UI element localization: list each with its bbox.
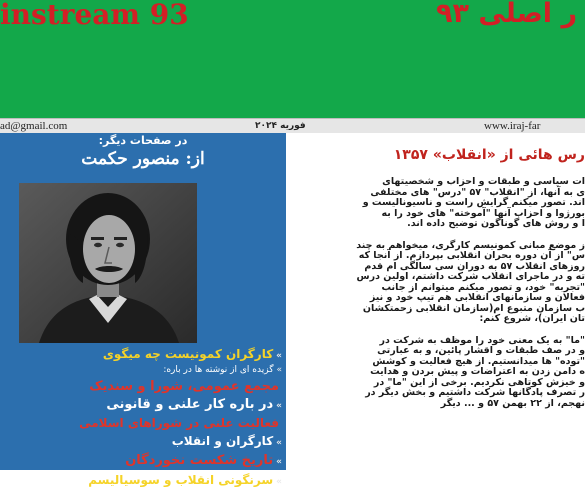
sidebar-link-communist-workers[interactable] — [0, 344, 286, 364]
article-line: تان ایران)، شروع کنم: — [479, 313, 585, 324]
masthead-title-en: instream 93 — [0, 0, 189, 31]
sidebar-link-history-undefeated[interactable] — [0, 451, 286, 471]
article-line: اند. تصور میکنم گرایش راست و ناسیونالیست و — [362, 197, 585, 208]
issue-date: فوریه ۲۰۲۴ — [255, 121, 306, 131]
article-line: و در صف طبقات و اقشار پائین، و به عبارتی — [377, 345, 585, 356]
article-line: بورژوا و احزاب آنها "آموخته" های خود را به — [381, 207, 585, 219]
bullet-icon: » — [276, 365, 282, 375]
other-pages-heading: در صفحات دیگر: — [98, 134, 188, 147]
article-line: ات سیاسی و طبقات و احزاب و شخصیتهای — [382, 176, 585, 187]
article-line: "ما" به یک معنی خود را موظف به شرکت در — [379, 334, 585, 346]
portrait-image — [19, 183, 197, 343]
sidebar-link-label: گزیده ای از نوشته ها در باره: — [163, 365, 274, 375]
bullet-icon: » — [276, 457, 282, 467]
other-pages-list — [0, 344, 286, 489]
article-line: ا و روش های گوناگون توضیح داده اند. — [407, 218, 585, 229]
article-line: نهجم، از ۲۲ بهمن ۵۷ و ... دیگر — [440, 397, 585, 409]
article-title: رس هائی از «انقلاب» ۱۳۵۷ — [393, 147, 585, 163]
bullet-icon: » — [276, 351, 282, 361]
sidebar-link-label: کارگران کمونیست چه میگوی — [102, 347, 274, 361]
article-line: روزهای انقلاب ۵۷ به دوران سی سالگی ام قدم — [364, 260, 585, 272]
article-paragraph — [289, 241, 585, 325]
article-line: و خیزش کوتاهی نکردیم. برخی از این "ما" در — [373, 376, 585, 388]
article-line: ر تصرف پادگانها شرکت داشتیم و بخش دیگر در — [365, 387, 585, 398]
article-line: س" از آن دوره بحران انقلابی بپردازم. از آنجا که — [358, 250, 585, 261]
article-line: ه دامن زدن به اعتراضات و پیش بردن و هدایت — [370, 366, 585, 377]
bullet-icon: » — [276, 401, 282, 411]
article — [286, 133, 585, 470]
article-line: ز موضع مبانی کمونیسم کارگری، میخواهم به چند — [356, 239, 585, 251]
article-line: ته و در ماجرای انقلاب شرکت داشتم، اولین درس — [356, 271, 585, 282]
sidebar-link-general-assembly[interactable] — [0, 377, 286, 396]
article-line: "توده" ها میدانستیم. از هیچ فعالیت و کوشش — [372, 355, 585, 367]
sidebar-link-islamic-councils[interactable] — [0, 414, 286, 432]
website-link[interactable]: www.iraj-far — [484, 120, 541, 132]
sidebar-link-label: فعالیت علنی در شوراهای اسلامی — [79, 416, 279, 430]
sidebar-link-label: تاریخ شکست نخوردگان — [125, 453, 274, 468]
article-body — [289, 177, 585, 420]
sidebar-link-label: سرنگونی انقلاب و سوسیالیسم — [88, 473, 274, 487]
sidebar-link-legal-work[interactable] — [0, 396, 286, 414]
article-paragraph — [289, 336, 585, 410]
sidebar-link-label: مجمع عمومی، شورا و سندیک — [89, 379, 279, 394]
sidebar-link-selected-writings[interactable] — [0, 364, 286, 377]
masthead-title-fa: ر اصلی ۹۳ — [436, 0, 577, 29]
article-line: "تجربه" خود، و تصور میکنم میتوانم از جانب — [381, 281, 585, 293]
article-paragraph — [289, 177, 585, 230]
article-line: ب سازمان متبوع ام(سازمان انقلابی زحمتکشان — [362, 302, 585, 314]
sidebar-link-label: کارگران و انقلاب — [171, 434, 274, 448]
article-line: فعالان و سازمانهای انقلابی هم تیپ خود و نیز — [369, 292, 585, 303]
sidebar-link-label: در باره کار علنی و قانونی — [106, 397, 274, 412]
info-strip — [0, 118, 585, 134]
sidebar-link-overthrow-socialism[interactable] — [0, 471, 286, 489]
sidebar-link-workers-revolution[interactable] — [0, 432, 286, 451]
article-line: ی به آنها، از "انقلاب" ۵۷ "درس" های مختلفی — [370, 186, 585, 198]
sidebar — [0, 133, 286, 487]
bullet-icon: » — [276, 438, 282, 448]
email-link[interactable]: ad@gmail.com — [0, 120, 68, 132]
bullet-icon: » — [276, 477, 282, 487]
author-heading: از: منصور حکمت — [81, 149, 205, 169]
author-portrait — [19, 183, 197, 343]
masthead — [0, 0, 585, 118]
